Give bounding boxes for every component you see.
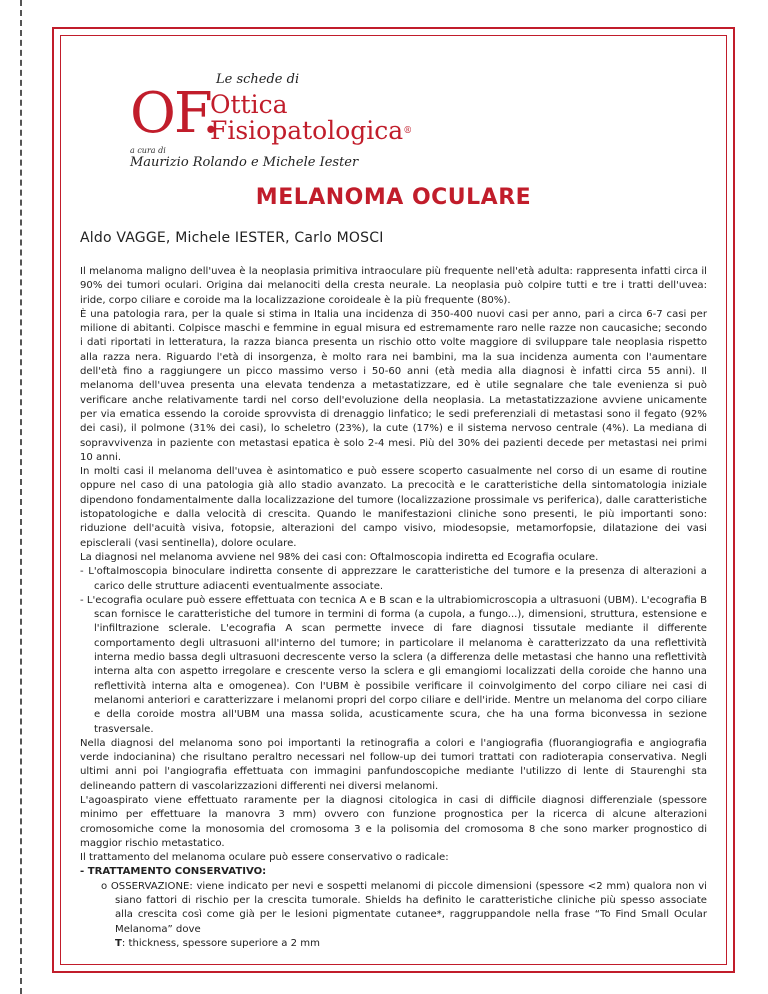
letter-t: T bbox=[115, 937, 122, 949]
list-item: - L'oftalmoscopia binoculare indiretta consente di apprezzare le caratteristiche del tumore e la presenza di alterazioni a carico delle strutture adiacenti eventualmente associate. bbox=[80, 566, 707, 592]
curated-by-label: a cura di bbox=[130, 146, 166, 155]
article-body bbox=[80, 265, 707, 951]
logo-series-label: Le schede di bbox=[216, 72, 300, 87]
paragraph: È una patologia rara, per la quale si stima in Italia una incidenza di 350-400 nuovi casi per anno, pari a circa 6-7 casi per milione di abitanti. Colpisce maschi e femmine in egual misura ed estremamente raro nelle razze non caucasiche; secondo i dati riportati in letteratura, la razza bianca presenta un rischio otto volte maggiore di sviluppare tale neoplasia rispetto alla razza nera. Riguardo l'età di insorgenza, è molto rara nei bambini, ma la sua incidenza aumenta con l'aumentare dell'età fino a raggiungere un picco massimo verso i 50-60 anni (età media alla diagnosi è infatti circa 55 anni). Il melanoma dell'uvea presenta una elevata tendenza a metastatizzare, ed è utile segnalare che tale evenienza si può verificare anche relativamente tardi nel corso dell'evoluzione della neoplasia. La metastatizzazione avviene unicamente per via ematica essendo la coroide sprovvista di drenaggio linfatico; le sedi preferenziali di metastasi sono il fegato (92% dei casi), il polmone (31% dei casi), lo scheletro (23%), la cute (17%) e il sistema nervoso centrale (4%). La mediana di sopravvivenza in paziente con metastasi epatica è solo 2-4 mesi. Più del 30% dei pazienti decede per metastasi nei primi 10 anni. bbox=[80, 308, 707, 463]
letter-t-text: : thickness, spessore superiore a 2 mm bbox=[121, 937, 320, 949]
editors-signature: Maurizio Rolando e Michele Iester bbox=[130, 155, 359, 170]
section-heading: - TRATTAMENTO CONSERVATIVO: bbox=[80, 866, 267, 878]
logo-mark: OF. bbox=[130, 81, 218, 146]
paragraph: In molti casi il melanoma dell'uvea è asintomatico e può essere scoperto casualmente nel corso di un esame di routine oppure nel caso di una patologia già allo stadio avanzato. La precocità e le caratteristiche della sintomatologia iniziale dipendono fondamentalmente dalla localizzazione del tumore (localizzazione prossimale vs periferica), dalle caratteristiche istopatologiche e dalla velocità di crescita. Quando le manifestazioni cliniche sono presenti, le più importanti sono: riduzione dell'acuità visiva, fotopsie, alterazioni del campo visivo, miodesopsie, metamorfopsie, dilatazione dei vasi episclerali (vasi sentinella), dolore oculare. bbox=[80, 466, 707, 549]
logo-name-line2: Fisiopatologica® bbox=[210, 116, 413, 145]
paragraph: Il trattamento del melanoma oculare può essere conservativo o radicale: bbox=[80, 852, 449, 864]
logo-name-line1: Ottica bbox=[210, 90, 288, 119]
paragraph: L'agoaspirato viene effettuato raramente per la diagnosi citologica in casi di difficile diagnosi differenziale (spessore minimo per effettuare la manovra 3 mm) ovvero con funzione prognostica per la ricerca di alcune alterazioni cromosomiche come la monosomia del cromosoma 3 e la polisomia del cromosoma 8 che sono marker prognostico di maggior rischio metastatico. bbox=[80, 794, 707, 849]
list-item: o OSSERVAZIONE: viene indicato per nevi e sospetti melanomi di piccole dimensioni (spessore <2 mm) qualora non vi siano fattori di rischio per la crescita tumorale. Shields ha definito le caratteristiche cliniche più spesso associate alla crescita così come già per le lesioni pigmentate cutanee*, raggruppandole nella frase “To Find Small Ocular Melanoma” dove bbox=[101, 880, 707, 935]
paragraph: Nella diagnosi del melanoma sono poi importanti la retinografia a colori e l'angiografia (fluorangiografia e angiografia verde indocianina) che risultano peraltro necessari nel follow-up dei tumori trattati con radioterapia conservativa. Negli ultimi anni poi l'angiografia effettuata con immagini panfundoscopiche mediante l'utilizzo di lente di Staurenghi sta delineando pattern di vascolarizzazioni differenti nei diversi melanomi. bbox=[80, 737, 707, 792]
authors-byline: Aldo VAGGE, Michele IESTER, Carlo MOSCI bbox=[80, 230, 384, 246]
paragraph: La diagnosi nel melanoma avviene nel 98% dei casi con: Oftalmoscopia indiretta ed Ecografia oculare. bbox=[80, 551, 599, 563]
list-item bbox=[80, 937, 707, 951]
paragraph: Il melanoma maligno dell'uvea è la neoplasia primitiva intraoculare più frequente nell'età adulta: rappresenta infatti circa il 90% dei tumori oculari. Origina dai melanociti della cresta neurale. La neoplasia può colpire tutti e tre i tratti dell'uvea: iride, corpo ciliare e coroide ma la localizzazione coroideale è la più frequente (80%). bbox=[80, 266, 707, 306]
cut-line bbox=[20, 0, 22, 994]
list-item: - L'ecografia oculare può essere effettuata con tecnica A e B scan e la ultrabiomicroscopia a ultrasuoni (UBM). L'ecografia B scan fornisce le caratteristiche del tumore in termini di forma (a cupola, a fungo...), dimensioni, struttura, estensione e l'infiltrazione sclerale. L'ecografia A scan permette invece di fare diagnosi tissutale mediante il differente comportamento degli ultrasuoni all'interno del tumore; in particolare il melanoma è caratterizzato da una reflettività interna medio bassa degli ultrasuoni decrescente verso la sclera (a differenza delle metastasi che hanno una reflettività interna alta con aspetto irregolare e crescente verso la sclera e gli emangiomi localizzati della coroide che hanno una reflettività interna alta e omogenea). Con l'UBM è possibile verificare il coinvolgimento del corpo ciliare nei casi di melanomi anteriori e caratterizzare i melanomi propri del corpo ciliare e dell'iride. Mentre un melanoma del corpo ciliare e della coroide mostra all'UBM una massa solida, acusticamente scura, che ha una forma biconvessa in sezione trasversale. bbox=[80, 594, 707, 735]
article-title: MELANOMA OCULARE bbox=[255, 185, 532, 210]
